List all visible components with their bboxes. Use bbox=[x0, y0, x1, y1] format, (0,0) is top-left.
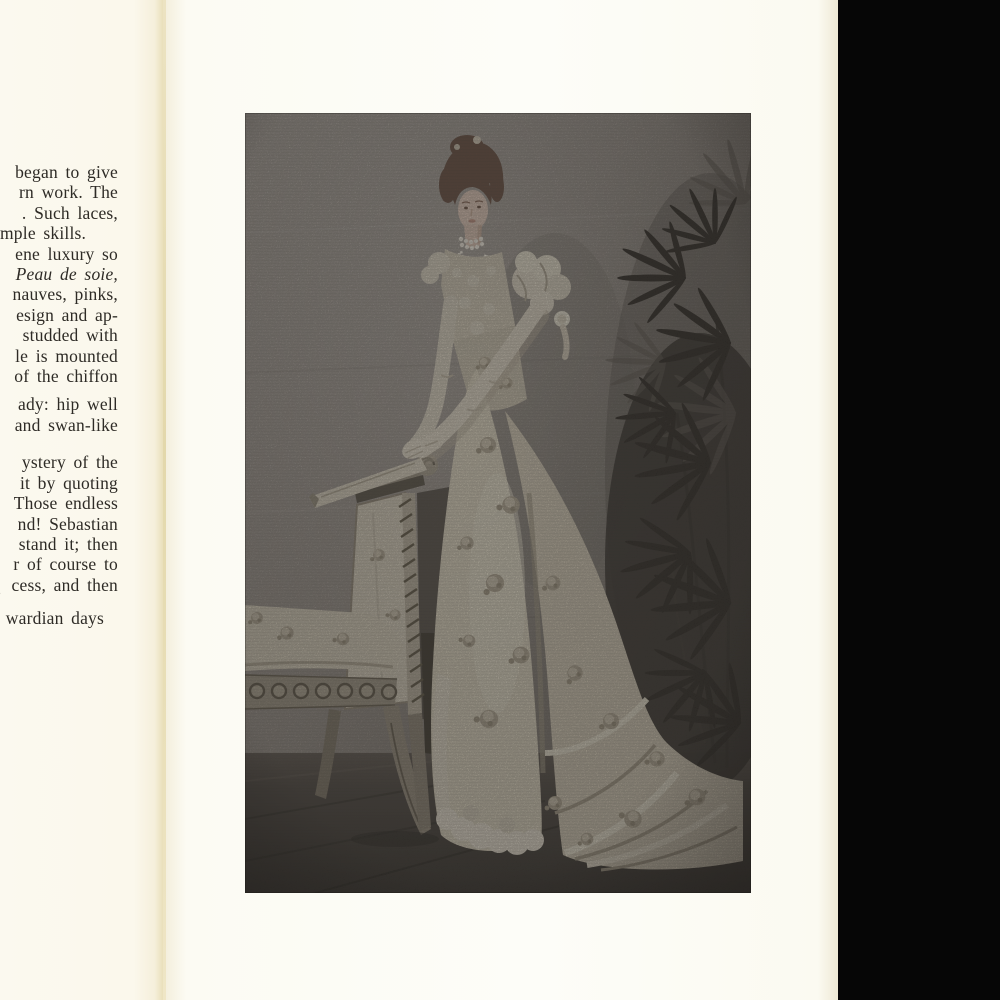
left-page-line: mple skills. bbox=[0, 223, 87, 244]
left-page-line: and swan-like bbox=[14, 414, 118, 435]
left-page bbox=[0, 0, 163, 1000]
left-page-line: . Such laces, bbox=[21, 202, 118, 223]
left-page-text-column bbox=[0, 162, 118, 629]
left-page-line: stand it; then bbox=[18, 533, 118, 554]
left-page-line: Peau de soie, bbox=[15, 264, 118, 285]
left-page-line: le is mounted bbox=[15, 345, 118, 366]
left-page-line: r of course to bbox=[13, 554, 118, 575]
left-page-line: ystery of the bbox=[21, 452, 118, 473]
left-page-line: studded with bbox=[22, 325, 118, 346]
left-page-text-fragment bbox=[0, 588, 2, 609]
left-page-line: it by quoting bbox=[19, 472, 118, 493]
left-page-line: of the chiffon bbox=[14, 366, 118, 387]
left-page-line: ady: hip well bbox=[18, 394, 118, 415]
left-page-line: wardian days bbox=[5, 608, 104, 629]
photograph bbox=[245, 113, 751, 893]
left-page-line: esign and ap- bbox=[16, 304, 118, 325]
left-page-line: Those endless bbox=[13, 493, 118, 514]
left-page-line: rn work. The bbox=[19, 182, 118, 203]
left-page-line: cess, and then bbox=[11, 574, 118, 595]
photograph-plate bbox=[245, 113, 751, 893]
photo-grain bbox=[245, 113, 751, 893]
left-page-line: began to give bbox=[15, 162, 118, 182]
left-page-line: ene luxury so bbox=[15, 243, 118, 264]
left-page-line: nd! Sebastian bbox=[17, 513, 118, 534]
left-page-line: nauves, pinks, bbox=[12, 284, 118, 305]
